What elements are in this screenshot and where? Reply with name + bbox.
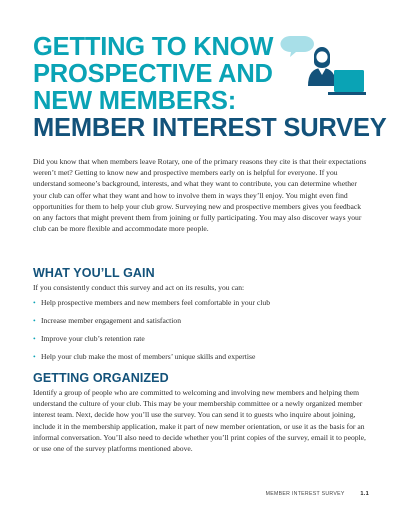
bullet-icon: • xyxy=(33,316,36,325)
illustration-svg xyxy=(276,34,368,104)
person-with-speech-bubble-and-laptop-icon xyxy=(276,34,368,104)
organized-heading: GETTING ORGANIZED xyxy=(33,371,169,385)
title-line-1: GETTING TO KNOW xyxy=(33,33,274,61)
list-item-text: Increase member engagement and satisfaction xyxy=(41,316,181,325)
organized-paragraph: Identify a group of people who are committed to welcoming and involving new members and helping them understand the culture of your club. This may be your membership committee or a newly organized member interest team. Next, decide how you’ll use the survey. You can send it to guests who inquire about joining, include it in the membership application, make it part of new member orientation, or use it as the basis for an informal conversation. You’ll also need to decide whether you’ll print copies of the survey, email it to people, or use one of the survey platforms mentioned above. xyxy=(33,388,366,454)
list-item-text: Help your club make the most of members’ unique skills and expertise xyxy=(41,352,256,361)
list-item xyxy=(33,333,369,344)
page-number: 1.1 xyxy=(360,491,369,497)
speech-bubble-icon xyxy=(280,36,314,57)
list-item-text: Improve your club’s retention rate xyxy=(41,334,145,343)
list-item xyxy=(33,351,369,362)
footer-label: MEMBER INTEREST SURVEY xyxy=(265,491,345,497)
bullet-icon: • xyxy=(33,352,36,361)
laptop-base-icon xyxy=(328,92,366,95)
gain-heading: WHAT YOU’LL GAIN xyxy=(33,266,155,280)
title-line-2: PROSPECTIVE AND xyxy=(33,60,273,88)
page-footer xyxy=(266,491,369,497)
list-item xyxy=(33,297,369,308)
list-item-text: Help prospective members and new members feel comfortable in your club xyxy=(41,298,270,307)
intro-paragraph: Did you know that when members leave Rotary, one of the primary reasons they cite is that their expectations weren’t met? Getting to know new and prospective members early on is helpful for everyone. If you understand someone’s background, interests, and what they want to contribute, you can determine whether your club can offer what they want and how to involve them in ways they’ll enjoy. You might even find opportunities for them to help your club grow. Surveying new and prospective members gives you feedback on any factors that might prevent them from joining or fully participating. You may also discover ways your club can be more flexible and accommodate more people. xyxy=(33,157,367,234)
list-item xyxy=(33,315,369,326)
title-line-3: NEW MEMBERS: xyxy=(33,87,237,115)
title-line-4: MEMBER INTEREST SURVEY xyxy=(33,114,387,142)
laptop-screen-icon xyxy=(334,70,364,92)
gain-lead: If you consistently conduct this survey and act on its results, you can: xyxy=(33,283,245,292)
bullet-icon: • xyxy=(33,298,36,307)
bullet-icon: • xyxy=(33,334,36,343)
person-face-icon xyxy=(316,51,327,62)
gain-list xyxy=(33,297,369,369)
